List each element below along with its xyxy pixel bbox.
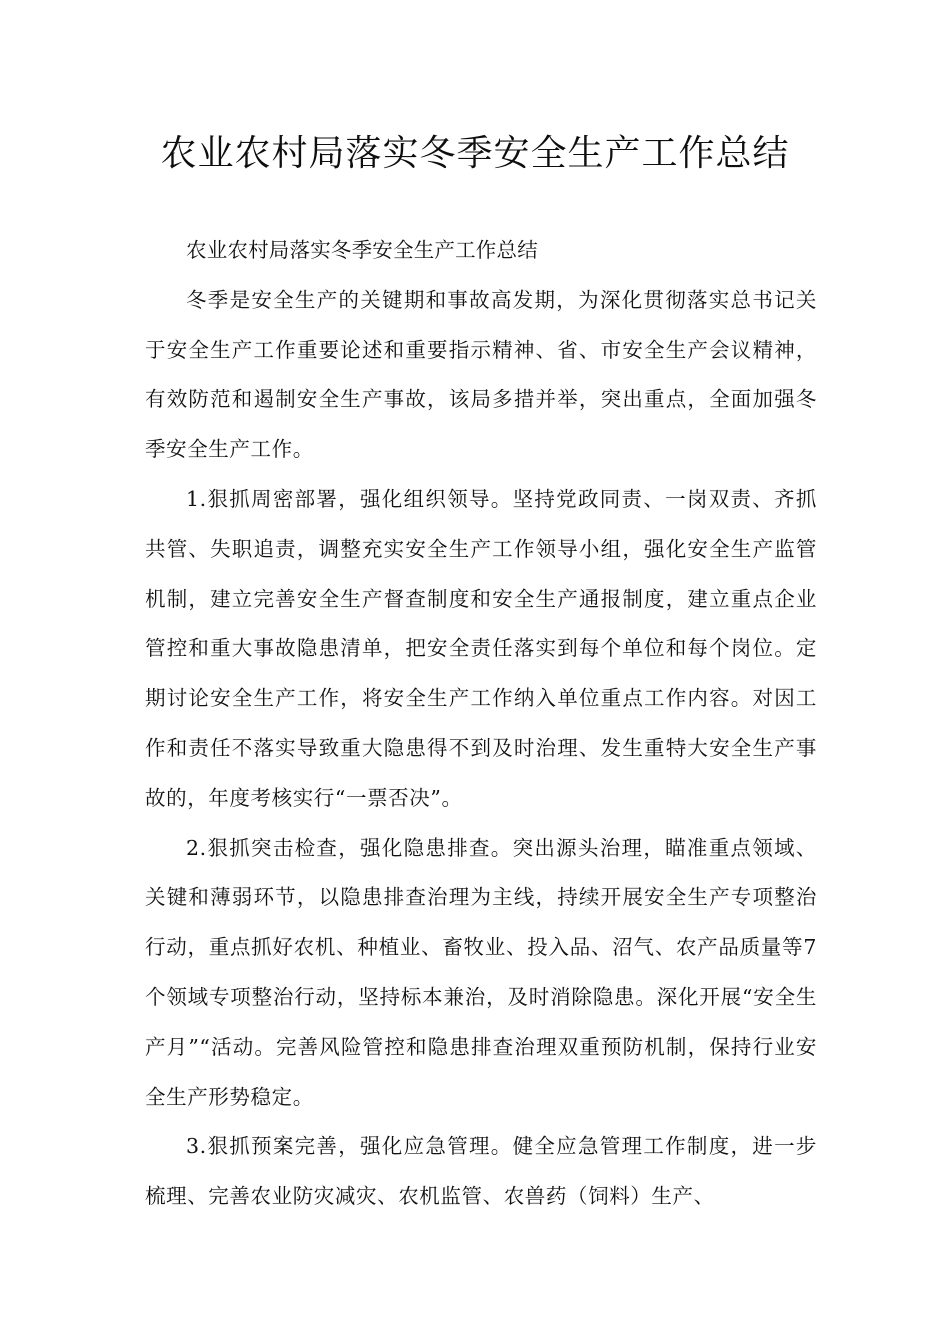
page-title: 农业农村局落实冬季安全生产工作总结 (160, 133, 790, 174)
document-subtitle: 农业农村局落实冬季安全生产工作总结 (186, 238, 538, 262)
paragraph-item-1: 1.狠抓周密部署，强化组织领导。坚持党政同责、一岗双责、齐抓共管、失职追责，调整充实安全生产工作领导小组，强化安全生产监管机制，建立完善安全生产督查制度和安全生产通报制度，建立重点企业管控和重大事故隐患清单，把安全责任落实到每个单位和每个岗位。定期讨论安全生产工作，将安全生产工作纳入单位重点工作内容。对因工作和责任不落实导致重大隐患得不到及时治理、发生重特大安全生产事故的，年度考核实行“一票否决”。 (145, 486, 817, 810)
document-body (145, 226, 817, 1222)
paragraph-item-3: 3.狠抓预案完善，强化应急管理。健全应急管理工作制度，进一步梳理、完善农业防灾减灾、农机监管、农兽药（饲料）生产、 (145, 1134, 817, 1209)
paragraph-intro: 冬季是安全生产的关键期和事故高发期，为深化贯彻落实总书记关于安全生产工作重要论述和重要指示精神、省、市安全生产会议精神，有效防范和遏制安全生产事故，该局多措并举，突出重点，全面加强冬季安全生产工作。 (145, 287, 817, 462)
paragraph-item-2: 2.狠抓突击检查，强化隐患排查。突出源头治理，瞄准重点领域、关键和薄弱环节，以隐患排查治理为主线，持续开展安全生产专项整治行动，重点抓好农机、种植业、畜牧业、投入品、沼气、农产品质量等7个领域专项整治行动，坚持标本兼治，及时消除隐患。深化开展“安全生产月”“活动。完善风险管控和隐患排查治理双重预防机制，保持行业安全生产形势稳定。 (145, 835, 817, 1109)
